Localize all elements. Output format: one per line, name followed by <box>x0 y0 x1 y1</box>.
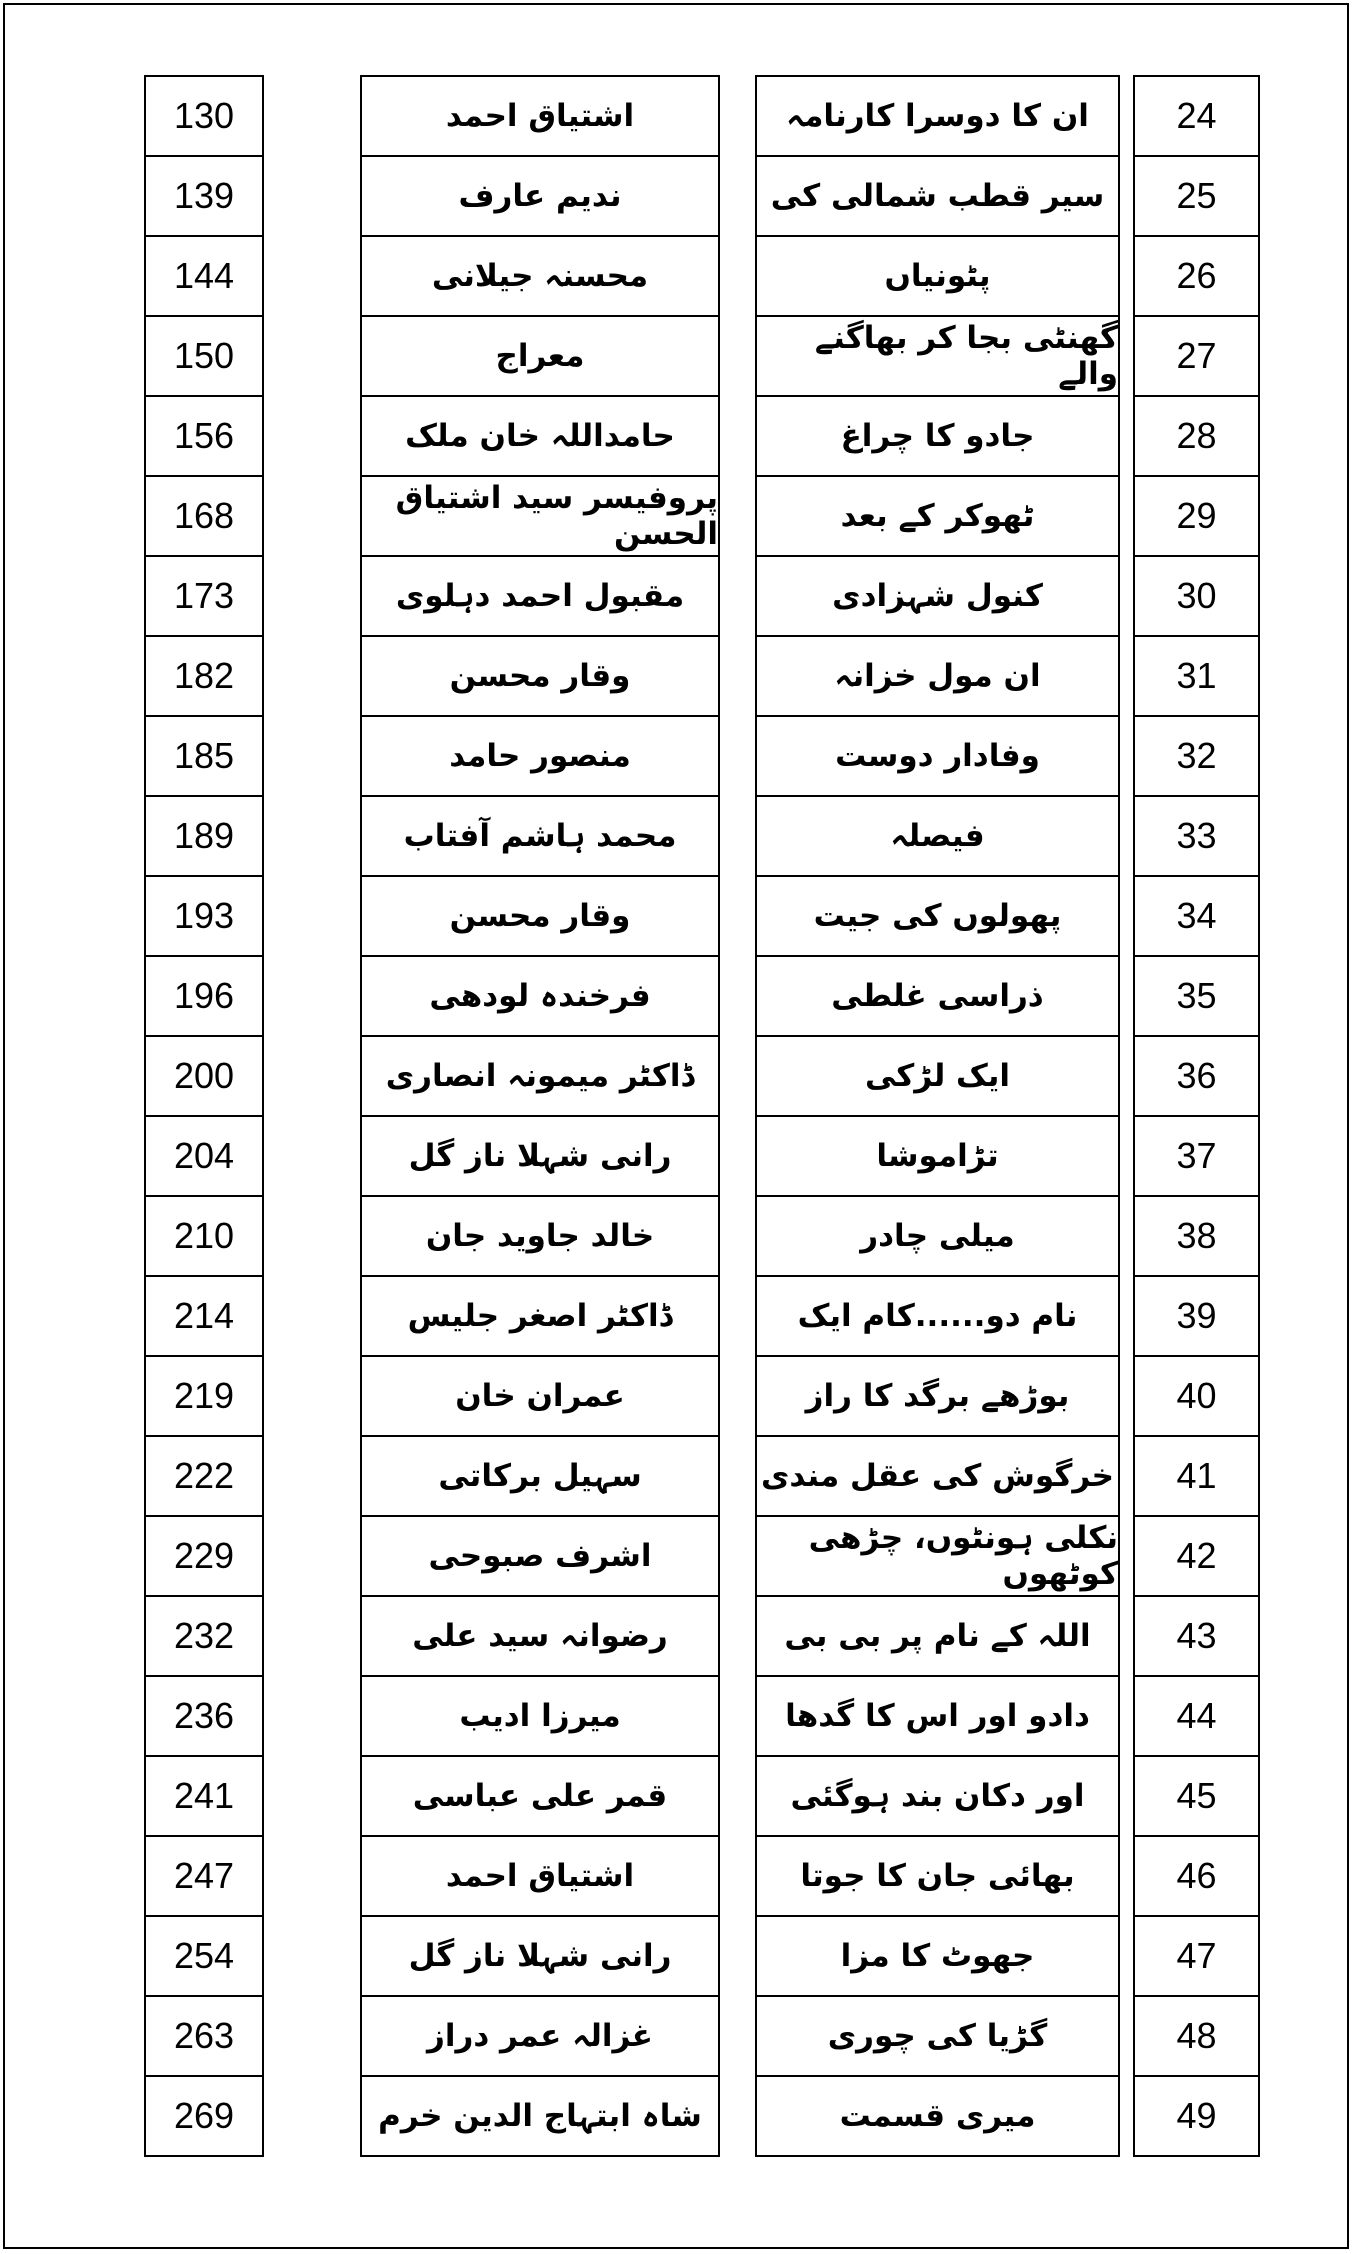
author-cell: رضوانہ سید علی <box>360 1595 720 1677</box>
page-number-cell: 156 <box>144 395 264 477</box>
serial-number-cell: 48 <box>1133 1995 1260 2077</box>
title-cell: سیر قطب شمالی کی <box>755 155 1120 237</box>
title-cell: گھنٹی بجا کر بھاگنے والے <box>755 315 1120 397</box>
title-cell: بھائی جان کا جوتا <box>755 1835 1120 1917</box>
author-cell: فرخندہ لودھی <box>360 955 720 1037</box>
page-number-cell: 173 <box>144 555 264 637</box>
author-cell: پروفیسر سید اشتیاق الحسن <box>360 475 720 557</box>
title-cell: میری قسمت <box>755 2075 1120 2157</box>
author-cell: مقبول احمد دہلوی <box>360 555 720 637</box>
serial-number-cell: 34 <box>1133 875 1260 957</box>
title-cell: وفادار دوست <box>755 715 1120 797</box>
page-number-cell: 232 <box>144 1595 264 1677</box>
title-cell: کنول شہزادی <box>755 555 1120 637</box>
title-cell: ٹھوکر کے بعد <box>755 475 1120 557</box>
page-number-column <box>144 75 264 2155</box>
serial-number-cell: 45 <box>1133 1755 1260 1837</box>
author-cell: قمر علی عباسی <box>360 1755 720 1837</box>
author-cell: محسنہ جیلانی <box>360 235 720 317</box>
title-cell: ان کا دوسرا کارنامہ <box>755 75 1120 157</box>
author-cell: رانی شہلا ناز گل <box>360 1915 720 1997</box>
page-number-cell: 130 <box>144 75 264 157</box>
page-number-cell: 254 <box>144 1915 264 1997</box>
page-number-cell: 269 <box>144 2075 264 2157</box>
title-column <box>755 75 1120 2155</box>
author-cell: محمد ہاشم آفتاب <box>360 795 720 877</box>
page-number-cell: 139 <box>144 155 264 237</box>
serial-number-cell: 29 <box>1133 475 1260 557</box>
author-cell: ڈاکٹر اصغر جلیس <box>360 1275 720 1357</box>
serial-number-cell: 33 <box>1133 795 1260 877</box>
title-cell: اور دکان بند ہوگئی <box>755 1755 1120 1837</box>
serial-number-cell: 32 <box>1133 715 1260 797</box>
serial-number-cell: 36 <box>1133 1035 1260 1117</box>
author-cell: عمران خان <box>360 1355 720 1437</box>
page-number-cell: 214 <box>144 1275 264 1357</box>
page-number-cell: 204 <box>144 1115 264 1197</box>
page-number-cell: 150 <box>144 315 264 397</box>
title-cell: پھولوں کی جیت <box>755 875 1120 957</box>
page-number-cell: 229 <box>144 1515 264 1597</box>
serial-number-cell: 35 <box>1133 955 1260 1037</box>
page-number-cell: 210 <box>144 1195 264 1277</box>
serial-number-cell: 39 <box>1133 1275 1260 1357</box>
title-cell: دادو اور اس کا گدھا <box>755 1675 1120 1757</box>
title-cell: جھوٹ کا مزا <box>755 1915 1120 1997</box>
serial-number-cell: 49 <box>1133 2075 1260 2157</box>
serial-number-cell: 25 <box>1133 155 1260 237</box>
page-number-cell: 196 <box>144 955 264 1037</box>
page-number-cell: 200 <box>144 1035 264 1117</box>
serial-number-cell: 47 <box>1133 1915 1260 1997</box>
serial-number-cell: 37 <box>1133 1115 1260 1197</box>
page-number-cell: 219 <box>144 1355 264 1437</box>
page-number-cell: 263 <box>144 1995 264 2077</box>
author-cell: اشرف صبوحی <box>360 1515 720 1597</box>
serial-number-cell: 41 <box>1133 1435 1260 1517</box>
page-number-cell: 168 <box>144 475 264 557</box>
author-cell: غزالہ عمر دراز <box>360 1995 720 2077</box>
serial-number-cell: 42 <box>1133 1515 1260 1597</box>
page-number-cell: 222 <box>144 1435 264 1517</box>
author-cell: شاہ ابتہاج الدین خرم <box>360 2075 720 2157</box>
author-cell: حامداللہ خان ملک <box>360 395 720 477</box>
title-cell: پٹونیاں <box>755 235 1120 317</box>
title-cell: نکلی ہونٹوں، چڑھی کوٹھوں <box>755 1515 1120 1597</box>
serial-number-cell: 40 <box>1133 1355 1260 1437</box>
title-cell: ذراسی غلطی <box>755 955 1120 1037</box>
serial-number-cell: 28 <box>1133 395 1260 477</box>
author-cell: وقار محسن <box>360 875 720 957</box>
page-number-cell: 182 <box>144 635 264 717</box>
serial-number-cell: 24 <box>1133 75 1260 157</box>
author-column <box>360 75 720 2155</box>
serial-number-cell: 31 <box>1133 635 1260 717</box>
author-cell: رانی شہلا ناز گل <box>360 1115 720 1197</box>
author-cell: سہیل برکاتی <box>360 1435 720 1517</box>
author-cell: منصور حامد <box>360 715 720 797</box>
page-number-cell: 144 <box>144 235 264 317</box>
page-number-cell: 236 <box>144 1675 264 1757</box>
title-cell: خرگوش کی عقل مندی <box>755 1435 1120 1517</box>
title-cell: بوڑھے برگد کا راز <box>755 1355 1120 1437</box>
serial-number-cell: 26 <box>1133 235 1260 317</box>
page-number-cell: 241 <box>144 1755 264 1837</box>
author-cell: اشتیاق احمد <box>360 75 720 157</box>
title-cell: ایک لڑکی <box>755 1035 1120 1117</box>
title-cell: اللہ کے نام پر بی بی <box>755 1595 1120 1677</box>
serial-number-cell: 43 <box>1133 1595 1260 1677</box>
author-cell: ندیم عارف <box>360 155 720 237</box>
author-cell: معراج <box>360 315 720 397</box>
title-cell: تڑاموشا <box>755 1115 1120 1197</box>
title-cell: میلی چادر <box>755 1195 1120 1277</box>
author-cell: ڈاکٹر میمونہ انصاری <box>360 1035 720 1117</box>
title-cell: گڑیا کی چوری <box>755 1995 1120 2077</box>
serial-number-cell: 30 <box>1133 555 1260 637</box>
title-cell: جادو کا چراغ <box>755 395 1120 477</box>
serial-number-cell: 44 <box>1133 1675 1260 1757</box>
author-cell: خالد جاوید جان <box>360 1195 720 1277</box>
page-number-cell: 193 <box>144 875 264 957</box>
author-cell: میرزا ادیب <box>360 1675 720 1757</box>
serial-number-cell: 27 <box>1133 315 1260 397</box>
title-cell: فیصلہ <box>755 795 1120 877</box>
author-cell: اشتیاق احمد <box>360 1835 720 1917</box>
title-cell: ان مول خزانہ <box>755 635 1120 717</box>
serial-number-cell: 46 <box>1133 1835 1260 1917</box>
serial-number-column <box>1133 75 1260 2155</box>
page-number-cell: 185 <box>144 715 264 797</box>
title-cell: نام دو......کام ایک <box>755 1275 1120 1357</box>
page-number-cell: 189 <box>144 795 264 877</box>
serial-number-cell: 38 <box>1133 1195 1260 1277</box>
author-cell: وقار محسن <box>360 635 720 717</box>
page-number-cell: 247 <box>144 1835 264 1917</box>
